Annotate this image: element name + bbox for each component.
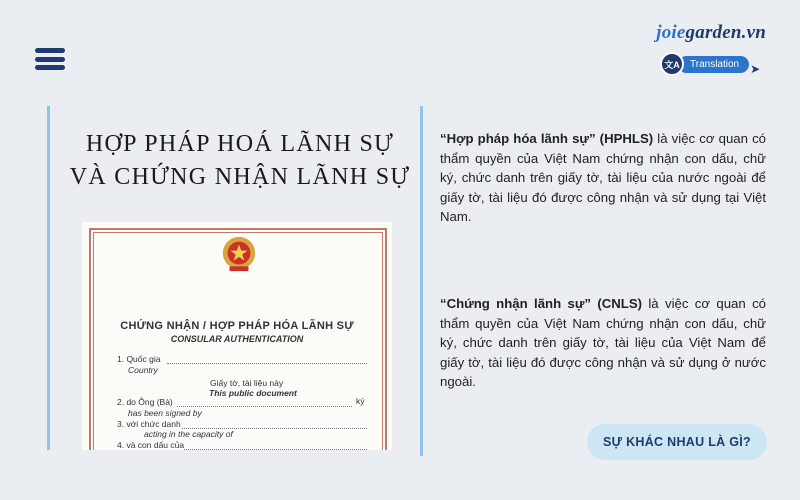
title-line-2: VÀ CHỨNG NHẬN LÃNH SỰ (69, 164, 411, 190)
field-signed-sub: has been signed by (128, 408, 202, 418)
page-title (60, 128, 420, 194)
center-divider (420, 106, 423, 456)
definition-hphls (440, 129, 766, 227)
brand-prefix: joie (656, 22, 686, 43)
field-dots (177, 406, 352, 407)
definition-text: là việc cơ quan có thẩm quyền của Việt Nam chứng nhận con dấu, chữ ký, chức danh trên giấy tờ, tài liệu của Việt Nam để giấy tờ, tài liệu đó được công nhận và sử dụng ở nước ngoài. (440, 296, 766, 390)
field-seal-label: 4. và con dấu của (117, 440, 185, 450)
national-emblem-icon (220, 234, 258, 274)
translate-icon: 文A (660, 52, 684, 76)
left-divider (47, 106, 50, 450)
definition-cnls (440, 294, 766, 392)
title-line-1: HỢP PHÁP HOÁ LÃNH SỰ (85, 131, 395, 157)
definition-term: “Hợp pháp hóa lãnh sự” (HPHLS) (440, 131, 654, 146)
translation-badge (660, 52, 760, 76)
brand-logo[interactable] (656, 22, 766, 44)
definition-text: là việc cơ quan có thẩm quyền của Việt Nam chứng nhận con dấu, chữ ký, chức danh trên giấy tờ, tài liệu của nước ngoài để giấy tờ, tài liệu đó được công nhận và sử dụng tại Việt Nam. (440, 131, 766, 225)
field-signed-label: 2. do Ông (Bà) (117, 397, 173, 407)
document-image (82, 222, 392, 450)
document-subheading: CONSULAR AUTHENTICATION (170, 334, 304, 344)
definition-term: “Chứng nhận lãnh sự” (CNLS) (440, 296, 643, 311)
field-country-sub: Country (128, 365, 158, 375)
translation-label: Translation (678, 56, 749, 73)
field-country-label: 1. Quốc gia (117, 354, 161, 364)
field-document-sub: This public document (209, 388, 297, 398)
field-signed-right: ký (356, 396, 365, 406)
field-capacity-label: 3. với chức danh (117, 419, 181, 429)
difference-button[interactable]: SỰ KHÁC NHAU LÀ GÌ? (587, 424, 767, 460)
hamburger-menu-icon[interactable] (35, 48, 65, 70)
field-dots (167, 363, 367, 364)
field-document-label: Giấy tờ, tài liệu này (210, 378, 284, 388)
cursor-icon: ➤ (750, 62, 761, 76)
brand-rest: garden.vn (685, 22, 766, 43)
field-dots (184, 449, 367, 450)
document-heading: CHỨNG NHẬN / HỢP PHÁP HÓA LÃNH SỰ (120, 320, 354, 332)
field-capacity-sub: acting in the capacity of (144, 429, 233, 439)
